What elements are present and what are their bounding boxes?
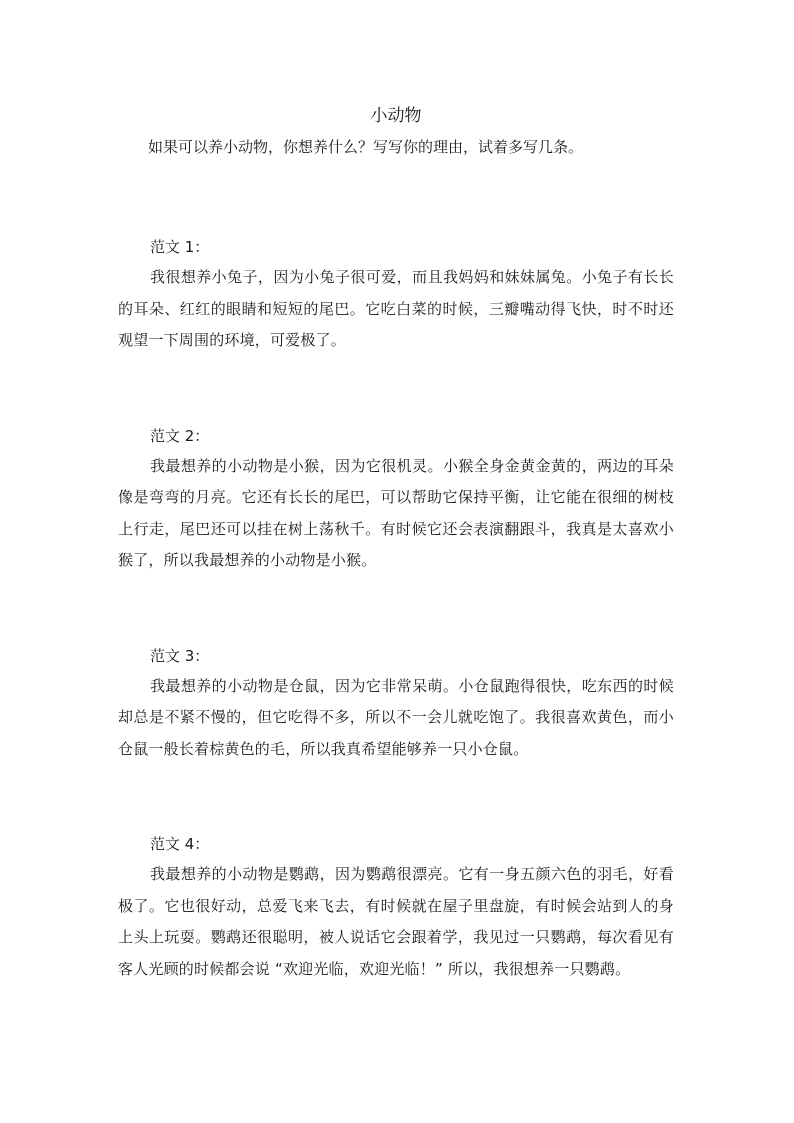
sample-label: 范文 1： xyxy=(150,238,210,256)
writing-prompt: 如果可以养小动物，你想养什么？写写你的理由，试着多写几条。 xyxy=(148,138,584,156)
sample-text: 我很想养小兔子，因为小兔子很可爱，而且我妈妈和妹妹属兔。小兔子有长长的耳朵、红红的眼睛和短短的尾巴。它吃白菜的时候，三瓣嘴动得飞快，时不时还观望一下周围的环境，可爱极了。 xyxy=(118,268,674,349)
sample-essay-3 xyxy=(118,641,674,766)
sample-essay-4 xyxy=(118,829,674,985)
sample-text: 我最想养的小动物是鹦鹉，因为鹦鹉很漂亮。它有一身五颜六色的羽毛，好看极了。它也很好动，总爱飞来飞去，有时候就在屋子里盘旋，有时候会站到人的身上头上玩耍。鹦鹉还很聪明，被人说话它会跟着学，我见过一只鹦鹉，每次看见有客人光顾的时候都会说 “欢迎光临，欢迎光临！” 所以，我很想养一只鹦鹉。 xyxy=(118,865,674,978)
sample-label: 范文 3： xyxy=(150,646,210,665)
sample-label: 范文 4： xyxy=(150,835,210,853)
sample-text: 我最想养的小动物是仓鼠，因为它非常呆萌。小仓鼠跑得很快，吃东西的时候却总是不紧不慢的，但它吃得不多，所以不一会儿就吃饱了。我很喜欢黄色，而小仓鼠一般长着棕黄色的毛，所以我真希望能够养一只小仓鼠。 xyxy=(118,676,674,758)
sample-text: 我最想养的小动物是小猴，因为它很机灵。小猴全身金黄金黄的，两边的耳朵像是弯弯的月亮。它还有长长的尾巴，可以帮助它保持平衡，让它能在很细的树枝上行走，尾巴还可以挂在树上荡秋千。有时候它还会表演翻跟斗，我真是太喜欢小猴了，所以我最想养的小动物是小猴。 xyxy=(118,456,674,569)
sample-label: 范文 2： xyxy=(150,426,210,445)
sample-essay-2 xyxy=(118,421,674,577)
sample-essay-1 xyxy=(118,232,674,357)
document-title: 小动物 xyxy=(370,106,422,126)
document-page xyxy=(118,100,674,985)
